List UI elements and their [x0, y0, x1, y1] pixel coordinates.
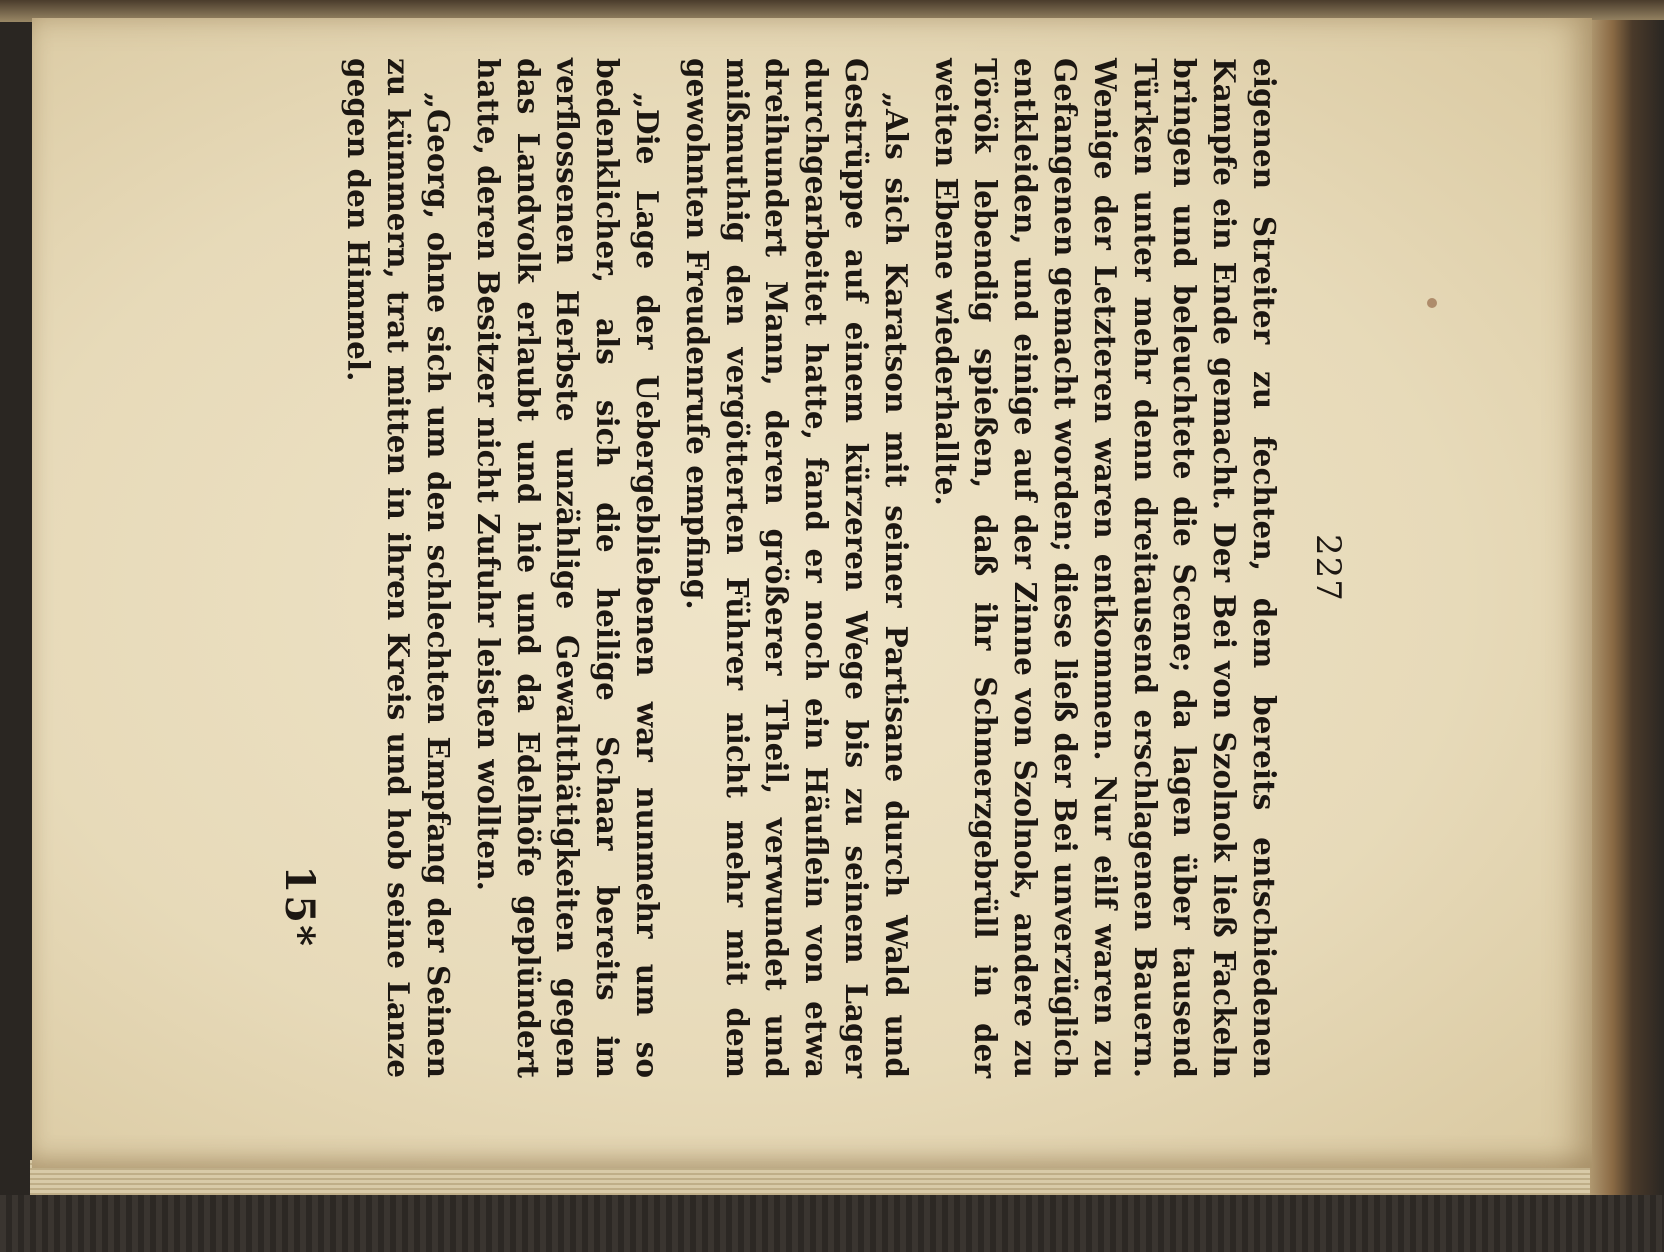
paper-stain	[1427, 298, 1437, 308]
text-area	[248, 58, 1348, 1158]
paragraph-4: „Georg, ohne sich um den schlechten Empfang der Seinen zu kümmern, trat mitten in ihren Kreis und hob seine Lanze gegen den Himmel.	[341, 58, 457, 1078]
page-stack-edge	[1585, 20, 1664, 1195]
book-binding	[0, 1195, 1664, 1252]
paragraph-1: eigenen Streiter zu fechten, dem bereits entschiedenen Kampfe ein Ende gemacht. Der Bei von Szolnok ließ Fackeln bringen und beleuchtete die Scene; da lagen über tausend Türken unter mehr denn dreitausend erschlagenen Bauern. Wenige der Letzteren waren entkommen. Nur eilf waren zu Gefangenen gemacht worden; diese ließ der Bei unverzüglich entkleiden, und einige auf der Zinne von Szolnok, andere zu Török lebendig spießen, daß ihr Schmerzgebrüll in der weiten Ebene wiederhallte.	[928, 58, 1282, 1078]
paragraph-3: „Die Lage der Uebergebliebenen war nunmehr um so bedenklicher, als sich die heilige Schaar bereits im verflossenen Herbste unzählige Gewaltthätigkeiten gegen das Landvolk erlaubt und hie und da Edelhöfe geplündert hatte, deren Besitzer nicht Zufuhr leisten wollten.	[470, 58, 666, 1078]
book-page	[32, 18, 1592, 1168]
paragraph-2: „Als sich Karatson mit seiner Partisane durch Wald und Gestrüppe auf einem kürzeren Wege bis zu seinem Lager durchgearbeitet hatte, fand er noch ein Häuflein von etwa dreihundert Mann, deren größerer Theil, verwundet und mißmuthig den vergötterten Führer nicht mehr mit dem gewohnten Freudenrufe empfing.	[679, 58, 914, 1078]
page-text-block	[248, 58, 1348, 1078]
signature-mark: 15*	[276, 865, 323, 948]
page-number: 227	[1308, 534, 1348, 602]
